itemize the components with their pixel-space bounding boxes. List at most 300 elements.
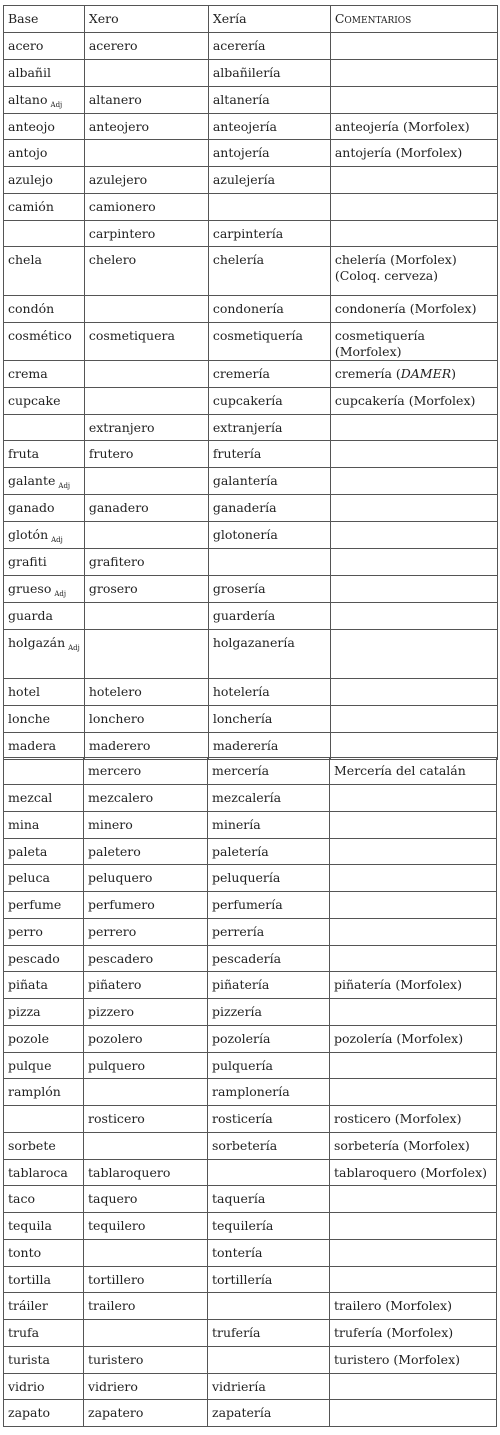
table-header-row — [4, 6, 498, 33]
cell-base — [4, 1186, 84, 1213]
table-row — [4, 414, 498, 441]
cell-base — [4, 1346, 84, 1373]
cell-xeria: maderería — [208, 732, 330, 759]
base-word: taco — [8, 1191, 36, 1206]
cell-base — [4, 865, 84, 892]
cell-base — [4, 732, 85, 759]
table-row — [4, 758, 497, 785]
cell-base — [4, 113, 85, 140]
cell-xero: grafitero — [84, 549, 208, 576]
base-word: tortilla — [8, 1271, 51, 1287]
cell-base — [4, 892, 84, 919]
cell-xeria: antojería — [208, 140, 330, 167]
cell-base — [4, 679, 85, 706]
table-row — [4, 1025, 497, 1052]
cell-base — [4, 1266, 84, 1293]
cell-xeria: cremería — [208, 361, 330, 388]
base-word: altano — [8, 91, 48, 107]
cell-xeria — [208, 1293, 330, 1320]
cell-comentario — [330, 1293, 497, 1320]
comment-text: condonería (Morfolex) — [334, 301, 477, 316]
cell-base — [4, 361, 85, 388]
cell-base — [4, 1239, 84, 1266]
cell-base — [4, 1079, 84, 1106]
cell-base — [4, 468, 85, 495]
comment-text: antojería (Morfolex) — [334, 145, 463, 160]
table-row — [4, 1239, 497, 1266]
base-word: turista — [8, 1351, 50, 1367]
table-row — [4, 999, 497, 1026]
cell-base — [4, 758, 84, 785]
cell-xeria: pescadería — [208, 945, 330, 972]
cell-comentario — [330, 758, 497, 785]
cell-xero — [84, 1132, 208, 1159]
cell-comentario — [330, 495, 497, 522]
cell-xeria: rosticería — [208, 1106, 330, 1133]
cell-xeria: perfumería — [208, 892, 330, 919]
cell-comentario — [330, 1346, 497, 1373]
base-word: pulque — [8, 1057, 52, 1073]
cell-base — [4, 414, 85, 441]
table-row — [4, 865, 497, 892]
cell-xero — [84, 59, 208, 86]
table-row — [4, 1106, 497, 1133]
cell-xero: turistero — [84, 1346, 208, 1373]
cell-xeria: vidriería — [208, 1373, 330, 1400]
cell-comentario — [330, 1373, 497, 1400]
table-row — [4, 1400, 497, 1427]
base-word: anteojo — [8, 118, 55, 134]
base-word: grafiti — [8, 554, 47, 569]
cell-base — [4, 1400, 84, 1427]
cell-comentario — [330, 296, 497, 323]
cell-comentario — [330, 1186, 497, 1213]
cell-comentario — [330, 193, 497, 220]
table-row — [4, 630, 498, 679]
cell-comentario — [330, 414, 497, 441]
adj-marker: Adj — [54, 590, 67, 598]
cell-xero: perfumero — [84, 892, 208, 919]
cell-comentario — [330, 387, 497, 414]
cell-comentario — [330, 1400, 497, 1427]
table-row — [4, 1186, 497, 1213]
cell-xeria: glotonería — [208, 522, 330, 549]
cell-xeria: pizzería — [208, 999, 330, 1026]
cell-xero: tablaroquero — [84, 1159, 208, 1186]
base-word: sorbete — [8, 1137, 56, 1153]
table-row — [4, 1266, 497, 1293]
cell-xeria: mercería — [208, 758, 330, 785]
table-row — [4, 495, 498, 522]
table-row — [4, 603, 498, 630]
table-row — [4, 972, 497, 999]
word-table-2 — [3, 757, 497, 1427]
cell-xero: vidriero — [84, 1373, 208, 1400]
cell-comentario — [330, 167, 497, 194]
cell-base — [4, 1106, 84, 1133]
cell-xeria: piñatería — [208, 972, 330, 999]
base-word: glotón — [8, 527, 49, 542]
cell-xero — [84, 1320, 208, 1347]
base-word: condón — [8, 301, 55, 316]
cell-comentario — [330, 86, 497, 113]
cell-xeria: frutería — [208, 441, 330, 468]
base-word: trufa — [8, 1325, 40, 1340]
table-row — [4, 732, 498, 759]
comment-text: sorbetería (Morfolex) — [334, 1137, 470, 1153]
cell-xero: azulejero — [84, 167, 208, 194]
table-row — [4, 785, 497, 812]
table-row — [4, 220, 498, 247]
cell-comentario — [330, 1320, 497, 1347]
cell-base — [4, 247, 85, 296]
table-row — [4, 1052, 497, 1079]
comment-text: rosticero (Morfolex) — [334, 1111, 462, 1126]
cell-xeria — [208, 1346, 330, 1373]
cell-xeria: tortillería — [208, 1266, 330, 1293]
comment-text: piñatería (Morfolex) — [334, 977, 462, 992]
cell-xero: taquero — [84, 1186, 208, 1213]
cell-xero: chelero — [84, 247, 208, 296]
base-word: galante — [8, 473, 56, 488]
cell-base — [4, 972, 84, 999]
cell-xero: anteojero — [84, 113, 208, 140]
table-row — [4, 549, 498, 576]
cell-xero: zapatero — [84, 1400, 208, 1427]
cell-base — [4, 1132, 84, 1159]
cell-comentario — [330, 247, 497, 296]
table-row — [4, 167, 498, 194]
header-base: Base — [4, 6, 85, 33]
cell-xero: grosero — [84, 576, 208, 603]
cell-xero — [84, 140, 208, 167]
table-row — [4, 86, 498, 113]
cell-xero — [84, 603, 208, 630]
cell-xero: camionero — [84, 193, 208, 220]
cell-base — [4, 495, 85, 522]
cell-xeria: pozolería — [208, 1025, 330, 1052]
cell-xeria: trufería — [208, 1320, 330, 1347]
cell-xero: ganadero — [84, 495, 208, 522]
cell-base — [4, 785, 84, 812]
cell-comentario — [330, 113, 497, 140]
cell-xero: rosticero — [84, 1106, 208, 1133]
base-word: vidrio — [8, 1378, 45, 1394]
table-row — [4, 59, 498, 86]
cell-xeria: azulejería — [208, 167, 330, 194]
cell-comentario — [330, 630, 497, 679]
comment-text: tablaroquero (Morfolex) — [334, 1164, 488, 1180]
cell-xero: mezcalero — [84, 785, 208, 812]
cell-xeria: cupcakería — [208, 387, 330, 414]
base-word: acero — [8, 38, 44, 53]
cell-xeria: acerería — [208, 33, 330, 60]
cell-comentario — [330, 1213, 497, 1240]
comment-line-2: (Coloq. cerveza) — [334, 268, 439, 283]
cell-base — [4, 1213, 84, 1240]
cell-comentario — [330, 441, 497, 468]
cell-comentario — [330, 549, 497, 576]
comment-text: Mercería del catalán — [334, 763, 466, 778]
cell-base — [4, 33, 85, 60]
cell-comentario — [330, 522, 497, 549]
comment-text: trufería (Morfolex) — [334, 1325, 454, 1340]
cell-xero — [84, 296, 208, 323]
cell-xeria: tequilería — [208, 1213, 330, 1240]
table-row — [4, 387, 498, 414]
table-row — [4, 576, 498, 603]
base-word: camión — [8, 198, 54, 214]
cell-base — [4, 706, 85, 733]
cell-xeria: grosería — [208, 576, 330, 603]
cell-xeria: ramplonería — [208, 1079, 330, 1106]
adj-marker: Adj — [68, 644, 80, 652]
cell-xeria: albañilería — [208, 59, 330, 86]
comment-text: turistero (Morfolex) — [334, 1351, 461, 1367]
base-word: zapato — [8, 1405, 51, 1420]
cell-base — [4, 1025, 84, 1052]
cell-comentario — [330, 603, 497, 630]
base-word: peluca — [8, 870, 50, 885]
cell-xeria — [208, 193, 330, 220]
table-row — [4, 361, 498, 388]
cell-xero: peluquero — [84, 865, 208, 892]
base-word: ramplón — [8, 1084, 61, 1099]
cell-xero: frutero — [84, 441, 208, 468]
cell-base — [4, 387, 85, 414]
base-word: albañil — [8, 64, 51, 80]
cell-base — [4, 838, 84, 865]
cell-comentario — [330, 1132, 497, 1159]
cell-xero: pizzero — [84, 999, 208, 1026]
comment-text: cremería ( — [334, 366, 401, 381]
table-row — [4, 140, 498, 167]
adj-marker: Adj — [58, 482, 71, 490]
base-word: ganado — [8, 500, 55, 515]
cell-xero: altanero — [84, 86, 208, 113]
base-word: pescado — [8, 950, 60, 966]
cell-xero: tortillero — [84, 1266, 208, 1293]
base-word: lonche — [8, 711, 51, 726]
base-word: chela — [8, 252, 42, 267]
adj-marker: Adj — [51, 536, 63, 544]
cell-base — [4, 576, 85, 603]
base-word: grueso — [8, 581, 52, 596]
cell-xero: minero — [84, 811, 208, 838]
header-comentarios: Comentarios — [330, 6, 497, 33]
cell-xeria: pulquería — [208, 1052, 330, 1079]
cell-base — [4, 522, 85, 549]
cell-base — [4, 296, 85, 323]
cell-comentario — [330, 1159, 497, 1186]
base-word: tráiler — [8, 1298, 48, 1313]
cell-comentario — [330, 33, 497, 60]
cell-comentario — [330, 838, 497, 865]
cell-xeria: hotelería — [208, 679, 330, 706]
cell-comentario — [330, 999, 497, 1026]
cell-base — [4, 1293, 84, 1320]
cell-xeria: paletería — [208, 838, 330, 865]
cell-xero: trailero — [84, 1293, 208, 1320]
cell-base — [4, 603, 85, 630]
header-xero: Xero — [84, 6, 208, 33]
cell-xeria: altanería — [208, 86, 330, 113]
table-row — [4, 1159, 497, 1186]
cell-base — [4, 630, 85, 679]
table-row — [4, 892, 497, 919]
table-row — [4, 193, 498, 220]
cell-xeria: sorbetería — [208, 1132, 330, 1159]
cell-comentario — [330, 1025, 497, 1052]
table-row — [4, 296, 498, 323]
cell-xero: tequilero — [84, 1213, 208, 1240]
cell-xeria: perrería — [208, 918, 330, 945]
comment-text: anteojería (Morfolex) — [334, 118, 470, 134]
table-row — [4, 706, 498, 733]
cell-base — [4, 1373, 84, 1400]
cell-base — [4, 59, 85, 86]
base-word: pozole — [8, 1030, 50, 1046]
cell-xeria: holgazanería — [208, 630, 330, 679]
cell-comentario — [330, 1079, 497, 1106]
cell-xero: pescadero — [84, 945, 208, 972]
base-word: perro — [8, 923, 43, 939]
cell-xeria: taquería — [208, 1186, 330, 1213]
base-word: tablaroca — [8, 1164, 68, 1180]
table-row — [4, 1213, 497, 1240]
cell-base — [4, 140, 85, 167]
cell-comentario — [330, 468, 497, 495]
table-row — [4, 1373, 497, 1400]
base-word: pizza — [8, 1004, 41, 1019]
table-row — [4, 679, 498, 706]
cell-comentario — [330, 918, 497, 945]
table-row — [4, 33, 498, 60]
base-word: antojo — [8, 145, 48, 160]
cell-base — [4, 918, 84, 945]
cell-xero: perrero — [84, 918, 208, 945]
base-word: fruta — [8, 446, 40, 461]
table-row — [4, 468, 498, 495]
cell-base — [4, 323, 85, 361]
comment-tail: ) — [451, 366, 457, 381]
table-row — [4, 323, 498, 361]
cell-xero: cosmetiquera — [84, 323, 208, 361]
cell-xeria: galantería — [208, 468, 330, 495]
cell-comentario — [330, 1106, 497, 1133]
cell-base — [4, 811, 84, 838]
comment-text: pozolería (Morfolex) — [334, 1030, 464, 1046]
cell-comentario — [330, 323, 497, 361]
cell-comentario — [330, 732, 497, 759]
cell-xeria: condonería — [208, 296, 330, 323]
cell-comentario — [330, 865, 497, 892]
cell-comentario — [330, 945, 497, 972]
cell-xeria: anteojería — [208, 113, 330, 140]
cell-base — [4, 86, 85, 113]
comment-text: cosmetiquería (Morfolex) — [334, 328, 425, 359]
cell-xero: hotelero — [84, 679, 208, 706]
table-row — [4, 918, 497, 945]
cell-base — [4, 220, 85, 247]
cell-xero: lonchero — [84, 706, 208, 733]
cell-xeria: cosmetiquería — [208, 323, 330, 361]
cell-comentario — [330, 140, 497, 167]
cell-comentario — [330, 59, 497, 86]
cell-xero — [84, 630, 208, 679]
cell-base — [4, 945, 84, 972]
base-word: tequila — [8, 1218, 52, 1233]
cell-base — [4, 167, 85, 194]
cell-base — [4, 549, 85, 576]
table-row — [4, 441, 498, 468]
cell-xero: piñatero — [84, 972, 208, 999]
base-word: tonto — [8, 1244, 42, 1260]
cell-base — [4, 441, 85, 468]
cell-xero — [84, 522, 208, 549]
comment-text: chelería (Morfolex) — [334, 252, 457, 267]
cell-xeria: guardería — [208, 603, 330, 630]
cell-xero: maderero — [84, 732, 208, 759]
table-row — [4, 247, 498, 296]
table-row — [4, 522, 498, 549]
cell-xero: carpintero — [84, 220, 208, 247]
table-row — [4, 811, 497, 838]
cell-comentario — [330, 679, 497, 706]
base-word: madera — [8, 737, 57, 753]
adj-marker: Adj — [50, 100, 63, 109]
base-word: crema — [8, 366, 48, 381]
cell-xero: acerero — [84, 33, 208, 60]
table-row — [4, 1293, 497, 1320]
cell-comentario — [330, 811, 497, 838]
base-word: perfume — [8, 897, 62, 912]
cell-xero: extranjero — [84, 414, 208, 441]
cell-base — [4, 1052, 84, 1079]
cell-xeria: ganadería — [208, 495, 330, 522]
cell-xeria: zapatería — [208, 1400, 330, 1427]
cell-xeria: carpintería — [208, 220, 330, 247]
base-word: azulejo — [8, 172, 53, 187]
cell-xero: mercero — [84, 758, 208, 785]
table-row — [4, 1132, 497, 1159]
base-word: hotel — [8, 684, 40, 699]
cell-xero — [84, 361, 208, 388]
table-row — [4, 1346, 497, 1373]
base-word: guarda — [8, 608, 53, 623]
comment-text: trailero (Morfolex) — [334, 1298, 452, 1313]
table-row — [4, 1320, 497, 1347]
cell-xeria: lonchería — [208, 706, 330, 733]
base-word: paleta — [8, 843, 48, 859]
comment-text: cupcakería (Morfolex) — [334, 392, 476, 408]
cell-xero — [84, 1079, 208, 1106]
cell-xeria: minería — [208, 811, 330, 838]
cell-comentario — [330, 785, 497, 812]
cell-comentario — [330, 1239, 497, 1266]
cell-xeria — [208, 549, 330, 576]
cell-xero: paletero — [84, 838, 208, 865]
base-word: piñata — [8, 977, 48, 992]
cell-xero: pulquero — [84, 1052, 208, 1079]
base-word: mina — [8, 816, 40, 832]
base-word: mezcal — [8, 790, 53, 805]
table-row — [4, 945, 497, 972]
table-row — [4, 1079, 497, 1106]
cell-comentario — [330, 972, 497, 999]
base-word: holgazán — [8, 635, 66, 650]
table-row — [4, 838, 497, 865]
